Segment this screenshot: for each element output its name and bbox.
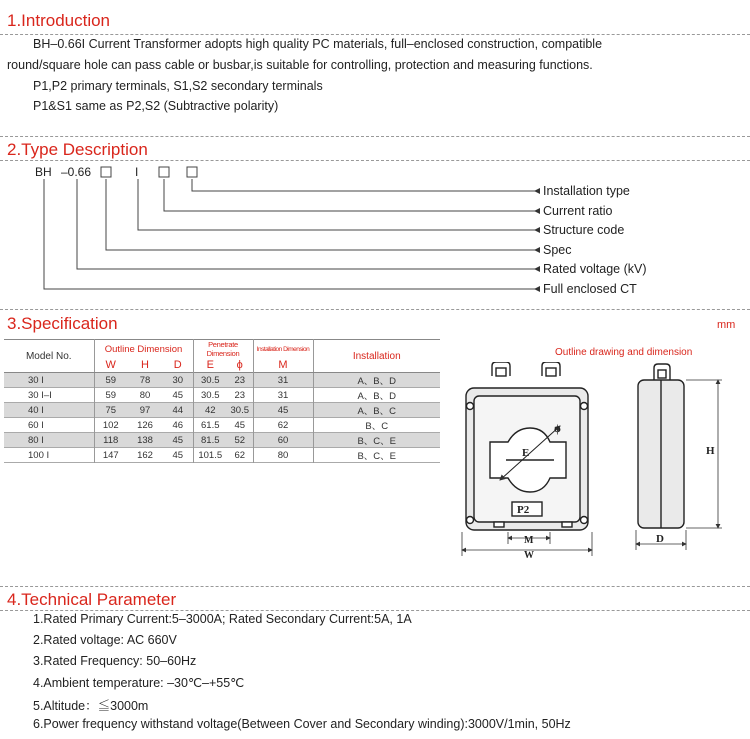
table-cell-H: 97 [139,404,151,416]
table-cell-H: 80 [139,389,151,401]
table-cell-model: 40 I [28,404,44,416]
table-cell-H: 162 [137,449,153,461]
type-code-i: I [135,165,139,179]
table-cell-W: 59 [94,388,127,403]
type-code-diagram [0,160,750,300]
table-cell-D: 30 [163,373,193,388]
label-e: E [522,447,530,459]
table-cell-inst: A、B、D [357,376,397,387]
type-label-voltage: Rated voltage (kV) [543,262,647,276]
table-cell-inst: A、B、C [357,406,397,417]
type-label-enclosed: Full enclosed CT [543,282,637,296]
table-cell-model: 60 I [28,419,44,431]
label-d: D [656,533,664,545]
table-cell-H: 78 [139,374,151,386]
table-row [4,388,440,403]
table-cell-E: 61.5 [201,419,220,431]
type-label-spec: Spec [543,243,572,257]
table-cell-D: 46 [163,418,193,433]
table-cell-phi: 45 [227,418,253,433]
table-cell-M: 80 [253,448,313,463]
table-cell-E: 81.5 [201,434,220,446]
table-cell-D: 45 [163,388,193,403]
table-cell-W: 118 [94,433,127,448]
table-cell-M: 62 [253,418,313,433]
label-p2: P2 [517,504,530,516]
table-cell-D: 45 [163,448,193,463]
table-cell-inst: B、C [365,421,389,432]
table-cell-W: 102 [94,418,127,433]
unit-label: mm [717,319,736,331]
tech-item: 4.Ambient temperature: –30℃–+55℃ [33,676,245,690]
table-cell-H: 126 [137,419,153,431]
header-w: W [94,358,127,373]
label-m: M [524,535,534,546]
header-model: Model No. [4,340,94,373]
intro-line-2: round/square hole can pass cable or busbar,is suitable for controlling, protection and measuring functions. [7,58,593,72]
table-cell-model: 80 I [28,434,44,446]
table-row [4,418,440,433]
table-cell-M: 31 [253,388,313,403]
header-install-dim: Installation Dimension [253,340,313,359]
intro-title: 1.Introduction [7,11,111,30]
spec-table [4,339,440,463]
label-phi: ϕ [554,423,561,435]
header-d: D [163,358,193,373]
table-cell-M: 31 [253,373,313,388]
divider [0,34,750,35]
divider [0,610,750,611]
table-cell-model: 30 I [28,374,44,386]
table-cell-phi: 30.5 [227,403,253,418]
table-cell-model: 30 I–I [28,389,52,401]
table-cell-E: 30.5 [201,374,220,386]
table-cell-E: 101.5 [198,449,223,461]
table-cell-D: 45 [163,433,193,448]
tech-item: 5.Altitude：≦3000m [33,699,149,713]
divider [0,586,750,587]
label-w: W [524,550,534,561]
table-cell-inst: A、B、D [357,391,397,402]
table-cell-E: 42 [204,404,216,416]
outline-drawing [450,362,750,572]
table-row [4,403,440,418]
header-phi: ϕ [227,358,253,373]
drawing-title: Outline drawing and dimension [555,347,693,358]
table-cell-phi: 23 [227,373,253,388]
table-cell-W: 59 [94,373,127,388]
type-label-structure: Structure code [543,223,625,237]
table-cell-D: 44 [163,403,193,418]
type-code-voltage: –0.66 [61,165,92,179]
tech-title: 4.Technical Parameter [7,590,177,609]
intro-line-1: BH–0.66I Current Transformer adopts high quality PC materials, full–enclosed construction, compatible [33,37,603,51]
table-cell-E: 30.5 [201,389,220,401]
label-h: H [706,445,715,457]
table-cell-M: 60 [253,433,313,448]
header-installation: Installation [313,340,440,373]
header-h: H [141,359,149,371]
table-cell-phi: 62 [227,448,253,463]
header-e: E [206,359,214,371]
header-outline: Outline Dimension [94,340,193,359]
tech-item: 3.Rated Frequency: 50–60Hz [33,654,197,668]
divider [0,309,750,310]
divider [0,136,750,137]
tech-item: 2.Rated voltage: AC 660V [33,633,177,647]
table-cell-W: 75 [94,403,127,418]
header-penetrate: Penetrate Dimension [193,340,253,359]
table-cell-phi: 52 [227,433,253,448]
spec-title: 3.Specification [7,314,118,333]
type-label-current-ratio: Current ratio [543,204,613,218]
intro-line-3: P1,P2 primary terminals, S1,S2 secondary terminals [33,79,323,93]
table-cell-M: 45 [253,403,313,418]
type-title: 2.Type Description [7,140,148,159]
intro-line-4: P1&S1 same as P2,S2 (Subtractive polarity) [33,99,279,113]
table-cell-model: 100 I [28,449,50,461]
table-cell-phi: 23 [227,388,253,403]
table-cell-inst: B、C、E [357,436,397,447]
table-row [4,448,440,463]
type-label-installation: Installation type [543,184,630,198]
table-cell-W: 147 [94,448,127,463]
tech-item: 6.Power frequency withstand voltage(Between Cover and Secondary winding):3000V/1min, 50Hz [33,717,571,731]
type-code-bh: BH [35,165,52,179]
header-m: M [253,358,313,373]
table-cell-inst: B、C、E [357,451,397,462]
tech-item: 1.Rated Primary Current:5–3000A; Rated Secondary Current:5A, 1A [33,612,412,626]
table-cell-H: 138 [137,434,153,446]
table-row [4,373,440,388]
side-view [638,364,684,528]
table-row [4,433,440,448]
